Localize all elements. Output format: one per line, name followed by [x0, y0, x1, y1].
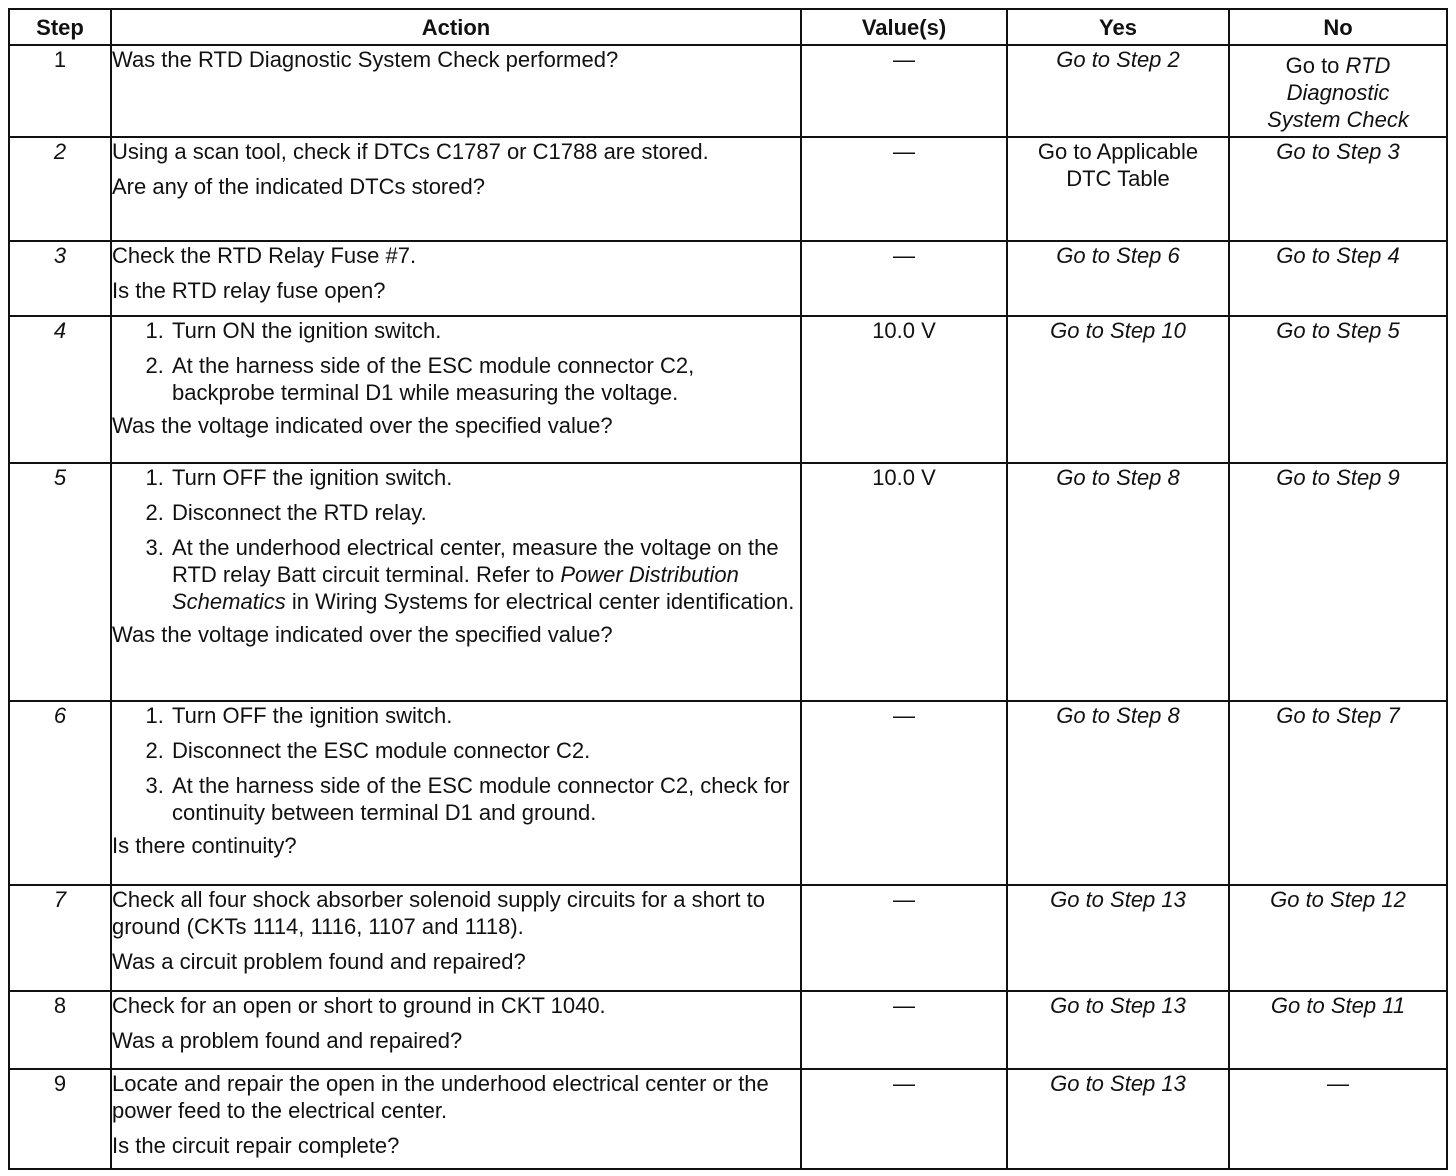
table-row	[9, 1069, 1447, 1169]
header-values: Value(s)	[801, 9, 1007, 45]
no-cell: —	[1229, 1069, 1447, 1169]
value-cell: 10.0 V	[801, 463, 1007, 701]
table-row	[9, 463, 1447, 701]
yes-line: DTC Table	[1066, 166, 1170, 191]
yes-cell: Go to Step 8	[1007, 701, 1229, 885]
header-step: Step	[9, 9, 111, 45]
yes-cell: Go to Step 13	[1007, 1069, 1229, 1169]
list-item: 2. Disconnect the ESC module connector C2.	[170, 737, 800, 764]
action-cell	[111, 316, 801, 463]
action-text: Check the RTD Relay Fuse #7.	[112, 243, 417, 268]
action-cell	[111, 885, 801, 991]
no-link-part: System Check	[1267, 107, 1409, 132]
yes-cell: Go to Step 10	[1007, 316, 1229, 463]
list-item	[170, 534, 800, 615]
step-number: 5	[9, 463, 111, 701]
step-number: 9	[9, 1069, 111, 1169]
step-number: 4	[9, 316, 111, 463]
action-question: Is there continuity?	[112, 833, 297, 858]
yes-line: Go to Applicable	[1037, 139, 1199, 164]
action-text: Was the RTD Diagnostic System Check performed?	[112, 47, 619, 72]
action-question: Is the circuit repair complete?	[112, 1133, 400, 1158]
list-item: 1. Turn OFF the ignition switch.	[170, 702, 800, 729]
action-cell	[111, 241, 801, 316]
yes-cell	[1007, 137, 1229, 241]
action-steps	[112, 702, 800, 826]
yes-cell: Go to Step 13	[1007, 991, 1229, 1069]
header-row	[9, 9, 1447, 45]
no-prefix: Go to	[1285, 53, 1340, 78]
header-action: Action	[111, 9, 801, 45]
no-cell: Go to Step 11	[1229, 991, 1447, 1069]
table-row	[9, 885, 1447, 991]
value-cell: —	[801, 45, 1007, 137]
action-steps	[112, 464, 800, 615]
list-item: 2. Disconnect the RTD relay.	[170, 499, 800, 526]
table-row	[9, 316, 1447, 463]
value-cell: —	[801, 701, 1007, 885]
list-item-text: in Wiring Systems for electrical center identification.	[285, 589, 795, 614]
list-item: 1. Turn ON the ignition switch.	[170, 317, 800, 344]
value-cell: —	[801, 991, 1007, 1069]
action-question: Was a problem found and repaired?	[112, 1028, 463, 1053]
no-link-part: RTD	[1345, 53, 1391, 78]
action-cell	[111, 45, 801, 137]
table-row	[9, 45, 1447, 137]
action-text: Check for an open or short to ground in CKT 1040.	[112, 993, 606, 1018]
action-text: Locate and repair the open in the underhood electrical center or the power feed to the electrical center.	[112, 1071, 769, 1123]
action-question: Was the voltage indicated over the specified value?	[112, 413, 613, 438]
step-number: 3	[9, 241, 111, 316]
list-item-text: At the underhood electrical center, measure the voltage on the RTD relay Batt circuit terminal. Refer to	[172, 535, 779, 587]
action-steps	[112, 317, 800, 406]
value-cell: 10.0 V	[801, 316, 1007, 463]
action-question: Are any of the indicated DTCs stored?	[112, 174, 485, 199]
step-number: 7	[9, 885, 111, 991]
value-cell: —	[801, 137, 1007, 241]
step-number: 6	[9, 701, 111, 885]
no-cell: Go to Step 7	[1229, 701, 1447, 885]
value-cell: —	[801, 1069, 1007, 1169]
action-cell	[111, 137, 801, 241]
action-cell	[111, 1069, 801, 1169]
list-item: 1. Turn OFF the ignition switch.	[170, 464, 800, 491]
action-text: Check all four shock absorber solenoid supply circuits for a short to ground (CKTs 1114, 1116, 1107 and 1118).	[112, 887, 765, 939]
reference-link: Power Distribution Schematics	[172, 562, 739, 614]
header-no: No	[1229, 9, 1447, 45]
action-cell	[111, 463, 801, 701]
yes-cell: Go to Step 13	[1007, 885, 1229, 991]
table-row	[9, 991, 1447, 1069]
value-cell: —	[801, 241, 1007, 316]
no-cell: Go to Step 12	[1229, 885, 1447, 991]
header-yes: Yes	[1007, 9, 1229, 45]
action-cell	[111, 991, 801, 1069]
value-cell: —	[801, 885, 1007, 991]
table-row	[9, 701, 1447, 885]
action-question: Was a circuit problem found and repaired?	[112, 949, 526, 974]
table-row	[9, 137, 1447, 241]
step-number: 8	[9, 991, 111, 1069]
no-cell: Go to Step 3	[1229, 137, 1447, 241]
step-number: 1	[9, 45, 111, 137]
no-link-part: Diagnostic	[1286, 80, 1390, 105]
action-question: Was the voltage indicated over the specified value?	[112, 622, 613, 647]
list-item: 2. At the harness side of the ESC module connector C2, backprobe terminal D1 while measuring the voltage.	[170, 352, 800, 406]
no-cell	[1229, 45, 1447, 137]
action-cell	[111, 701, 801, 885]
yes-cell: Go to Step 2	[1007, 45, 1229, 137]
no-cell: Go to Step 5	[1229, 316, 1447, 463]
step-number: 2	[9, 137, 111, 241]
list-item: 3. At the harness side of the ESC module connector C2, check for continuity between terminal D1 and ground.	[170, 772, 800, 826]
diagnostic-table	[8, 8, 1448, 1170]
yes-cell: Go to Step 8	[1007, 463, 1229, 701]
yes-cell: Go to Step 6	[1007, 241, 1229, 316]
action-question: Is the RTD relay fuse open?	[112, 278, 386, 303]
no-cell: Go to Step 4	[1229, 241, 1447, 316]
action-text: Using a scan tool, check if DTCs C1787 or C1788 are stored.	[112, 139, 709, 164]
no-cell: Go to Step 9	[1229, 463, 1447, 701]
table-row	[9, 241, 1447, 316]
